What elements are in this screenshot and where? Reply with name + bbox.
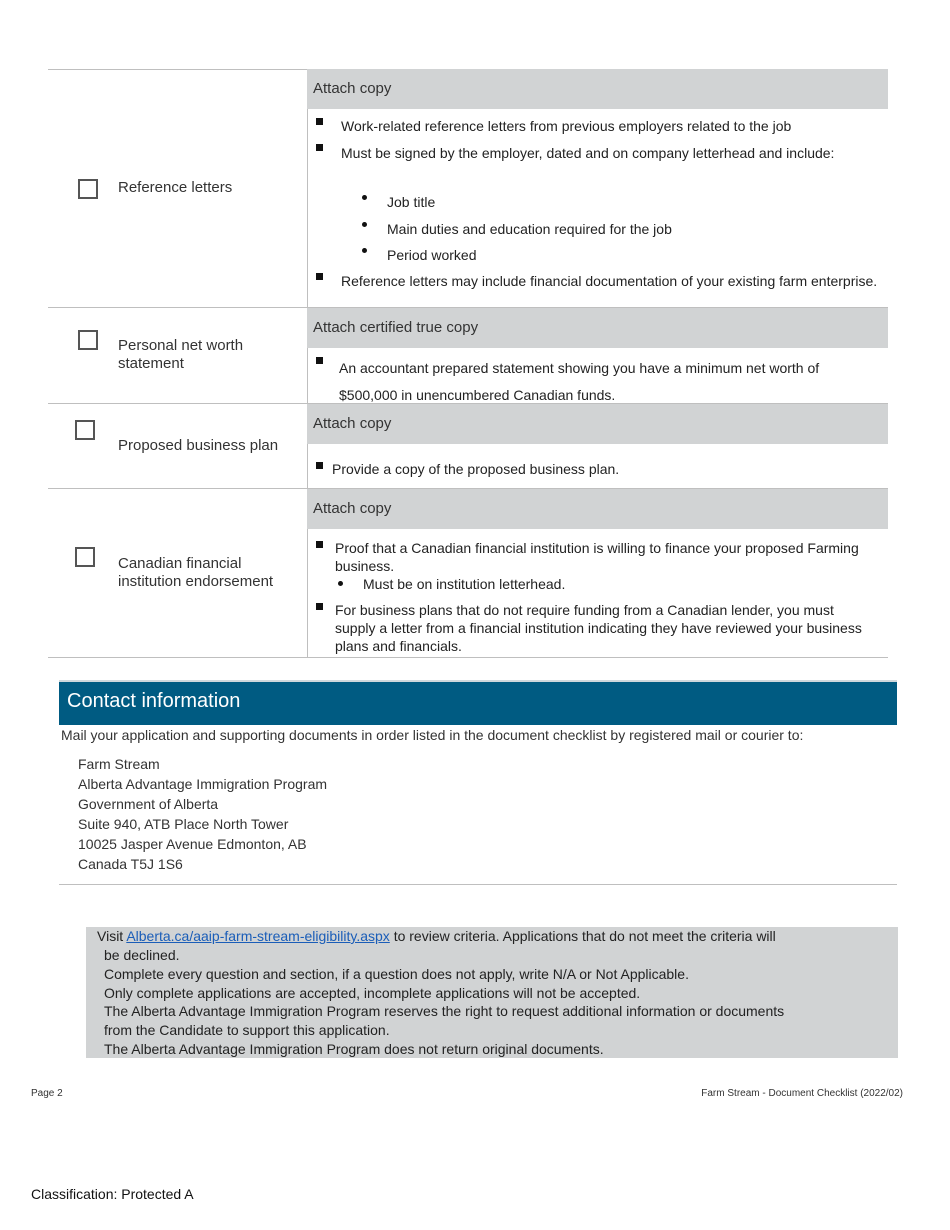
row-header: Attach copy [307, 489, 888, 529]
address-line: Farm Stream [78, 756, 160, 772]
bullet-dot-icon [362, 222, 367, 227]
item-label: Canadian financial institution endorsement [118, 555, 274, 590]
checkbox-business-plan[interactable] [75, 420, 95, 440]
bullet-text: Work-related reference letters from previous employers related to the job [341, 118, 792, 134]
bullet-dot-icon [362, 195, 367, 200]
note-line: The Alberta Advantage Immigration Program does not return original documents. [104, 1041, 604, 1057]
row-header: Attach copy [307, 404, 888, 444]
row-header: Attach certified true copy [307, 308, 888, 348]
bullet-square-icon [316, 357, 323, 364]
bullet-text: An accountant prepared statement showing you have a minimum net worth of $500,000 in unencumbered Canadian funds. [339, 360, 820, 403]
note-line: be declined. [104, 947, 180, 963]
visit-suffix: to review criteria. Applications that do not meet the criteria will [389, 928, 776, 944]
contact-section-header [59, 680, 897, 725]
column-divider [307, 69, 308, 658]
bullet-text: Must be signed by the employer, dated and on company letterhead and include: [341, 145, 835, 161]
document-title: Farm Stream - Document Checklist (2022/02) [701, 1088, 903, 1099]
note-line: from the Candidate to support this application. [104, 1022, 390, 1038]
note-line: Complete every question and section, if a question does not apply, write N/A or Not Applicable. [104, 966, 689, 982]
sub-bullet-text: Must be on institution letterhead. [363, 576, 566, 592]
address-line: Canada T5J 1S6 [78, 856, 183, 872]
bullet-text: For business plans that do not require funding from a Canadian lender, you must supply a letter from a financial institution indicating they have reviewed your business plans and financials. [335, 602, 862, 654]
address-line: Government of Alberta [78, 796, 219, 812]
checkbox-financial-endorsement[interactable] [75, 547, 95, 567]
contact-intro: Mail your application and supporting documents in order listed in the document checklist by registered mail or courier to: [61, 727, 804, 743]
sub-bullet-text: Job title [387, 194, 436, 210]
section-title: Contact information [67, 690, 241, 712]
table-bottom-rule [48, 657, 888, 658]
bullet-text: Provide a copy of the proposed business plan. [332, 461, 620, 477]
bullet-square-icon [316, 273, 323, 280]
checkbox-personal-net-worth[interactable] [78, 330, 98, 350]
bullet-square-icon [316, 603, 323, 610]
visit-line [97, 927, 897, 946]
note-line: Only complete applications are accepted, incomplete applications will not be accepted. [104, 985, 641, 1001]
bullet-square-icon [316, 118, 323, 125]
sub-bullet-text: Period worked [387, 247, 477, 263]
notes-box [86, 927, 898, 1058]
classification-label: Classification: Protected A [31, 1186, 194, 1202]
bullet-square-icon [316, 541, 323, 548]
visit-prefix: Visit [97, 928, 127, 944]
row-header: Attach copy [307, 69, 888, 109]
bullet-text: Proof that a Canadian financial institution is willing to finance your proposed Farming business. [335, 540, 859, 574]
item-label: Reference letters [118, 179, 233, 196]
eligibility-link[interactable]: Alberta.ca/aaip-farm-stream-eligibility.aspx [126, 928, 390, 944]
note-line: The Alberta Advantage Immigration Program reserves the right to request additional information or documents [104, 1003, 785, 1019]
page-number: Page 2 [31, 1088, 63, 1099]
bullet-dot-icon [362, 248, 367, 253]
checkbox-reference-letters[interactable] [78, 179, 98, 199]
bullet-square-icon [316, 462, 323, 469]
sub-bullet-text: Main duties and education required for the job [387, 221, 672, 237]
contact-bottom-rule [59, 884, 897, 885]
item-label: Proposed business plan [118, 437, 279, 454]
bullet-square-icon [316, 144, 323, 151]
bullet-dot-icon [338, 581, 343, 586]
address-line: Alberta Advantage Immigration Program [78, 776, 328, 792]
address-line: Suite 940, ATB Place North Tower [78, 816, 289, 832]
address-line: 10025 Jasper Avenue Edmonton, AB [78, 836, 307, 852]
item-label: Personal net worth statement [118, 337, 244, 372]
bullet-text: Reference letters may include financial documentation of your existing farm enterprise. [341, 273, 878, 289]
